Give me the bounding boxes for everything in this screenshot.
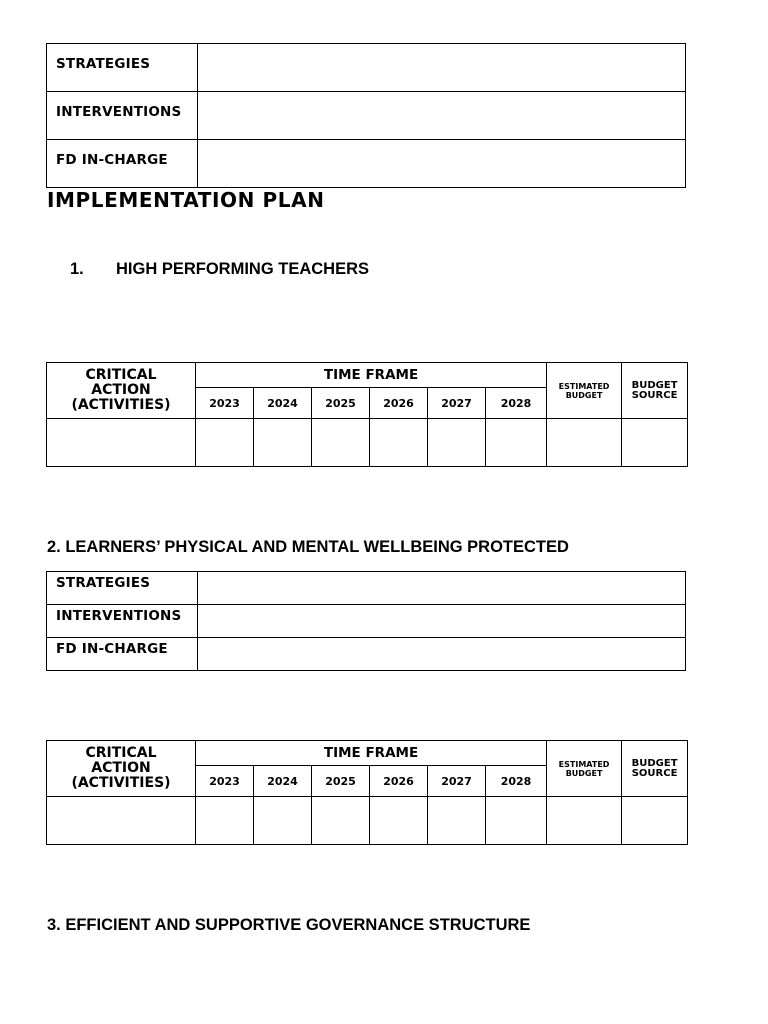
year-2026-cell[interactable] (370, 797, 428, 845)
year-2028-header: 2028 (486, 388, 547, 419)
year-2027-header: 2027 (428, 766, 486, 797)
year-2025-cell[interactable] (312, 797, 370, 845)
critical-action-header (47, 363, 196, 419)
time-frame-header: TIME FRAME (196, 741, 547, 766)
source-line-2: SOURCE (631, 767, 678, 779)
fd-in-charge-cell[interactable] (198, 638, 686, 671)
source-line-1: BUDGET (631, 379, 678, 391)
strategies-cell[interactable] (198, 572, 686, 605)
source-line-1: BUDGET (631, 757, 678, 769)
strategies-row (47, 572, 686, 605)
year-2023-header: 2023 (196, 766, 254, 797)
section-1-title: HIGH PERFORMING TEACHERS (116, 260, 370, 278)
section-1-plan-table (46, 362, 688, 467)
strategies-label: STRATEGIES (47, 44, 198, 92)
year-2028-header: 2028 (486, 766, 547, 797)
page-title: IMPLEMENTATION PLAN (47, 188, 325, 212)
interventions-label: INTERVENTIONS (47, 605, 198, 638)
year-2028-cell[interactable] (486, 419, 547, 467)
interventions-row (47, 605, 686, 638)
critical-action-line-3: (ACTIVITIES) (71, 397, 171, 413)
estimated-budget-cell[interactable] (547, 797, 622, 845)
year-2024-header: 2024 (254, 388, 312, 419)
strategies-cell[interactable] (198, 44, 686, 92)
section-2-info-table (46, 571, 686, 671)
fd-in-charge-row (47, 638, 686, 671)
fd-in-charge-label: FD IN-CHARGE (47, 638, 198, 671)
year-2024-cell[interactable] (254, 797, 312, 845)
source-line-2: SOURCE (631, 389, 678, 401)
year-2023-cell[interactable] (196, 797, 254, 845)
critical-action-cell[interactable] (47, 419, 196, 467)
section-2-plan-table (46, 740, 688, 845)
interventions-cell[interactable] (198, 92, 686, 140)
section-3-title: 3. EFFICIENT AND SUPPORTIVE GOVERNANCE STRUCTURE (47, 916, 531, 934)
fd-in-charge-row (47, 140, 686, 188)
year-2026-cell[interactable] (370, 419, 428, 467)
critical-action-line-2: ACTION (91, 382, 151, 398)
strategies-row (47, 44, 686, 92)
plan-entry-row (47, 797, 688, 845)
critical-action-line-2: ACTION (91, 760, 151, 776)
critical-action-line-3: (ACTIVITIES) (71, 775, 171, 791)
strategies-label: STRATEGIES (47, 572, 198, 605)
year-2024-cell[interactable] (254, 419, 312, 467)
estimated-budget-header (547, 363, 622, 419)
interventions-label: INTERVENTIONS (47, 92, 198, 140)
critical-action-line-1: CRITICAL (85, 367, 157, 383)
estimated-budget-header (547, 741, 622, 797)
fd-in-charge-label: FD IN-CHARGE (47, 140, 198, 188)
year-2027-cell[interactable] (428, 797, 486, 845)
year-2025-header: 2025 (312, 388, 370, 419)
critical-action-header (47, 741, 196, 797)
year-2023-header: 2023 (196, 388, 254, 419)
estimated-line-2: BUDGET (565, 390, 603, 400)
estimated-line-1: ESTIMATED (558, 381, 610, 391)
estimated-line-1: ESTIMATED (558, 759, 610, 769)
budget-source-header (622, 741, 688, 797)
year-2023-cell[interactable] (196, 419, 254, 467)
year-2027-header: 2027 (428, 388, 486, 419)
year-2028-cell[interactable] (486, 797, 547, 845)
interventions-cell[interactable] (198, 605, 686, 638)
year-2025-cell[interactable] (312, 419, 370, 467)
time-frame-header: TIME FRAME (196, 363, 547, 388)
fd-in-charge-cell[interactable] (198, 140, 686, 188)
year-2027-cell[interactable] (428, 419, 486, 467)
budget-source-cell[interactable] (622, 419, 688, 467)
section-2-title: 2. LEARNERS’ PHYSICAL AND MENTAL WELLBEING PROTECTED (47, 538, 569, 556)
section-1-info-table (46, 43, 686, 188)
plan-entry-row (47, 419, 688, 467)
budget-source-cell[interactable] (622, 797, 688, 845)
year-2026-header: 2026 (370, 766, 428, 797)
estimated-line-2: BUDGET (565, 768, 603, 778)
critical-action-cell[interactable] (47, 797, 196, 845)
critical-action-line-1: CRITICAL (85, 745, 157, 761)
estimated-budget-cell[interactable] (547, 419, 622, 467)
interventions-row (47, 92, 686, 140)
budget-source-header (622, 363, 688, 419)
year-2026-header: 2026 (370, 388, 428, 419)
section-1-number: 1. (70, 260, 84, 278)
year-2024-header: 2024 (254, 766, 312, 797)
year-2025-header: 2025 (312, 766, 370, 797)
